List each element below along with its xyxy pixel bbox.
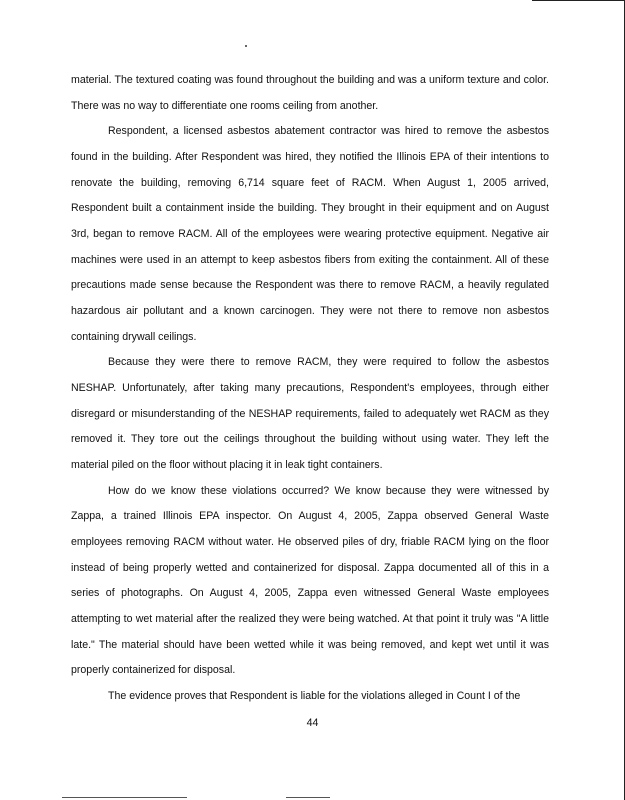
paragraph: material. The textured coating was found throughout the building and was a uniform texture and color. There was no way to differentiate one rooms ceiling from another.	[71, 74, 549, 112]
paragraph: The evidence proves that Respondent is liable for the violations alleged in Count I of the	[108, 690, 521, 703]
paragraph: Because they were there to remove RACM, they were required to follow the asbestos NESHAP. Unfortunately, after taking many precautions, Respondent's employees, through either disregard or misunderstanding of the NESHAP requirements, failed to adequately wet RACM as they removed it. They tore out the ceilings throughout the building without using water. They left the material piled on the floor without placing it in leak tight containers.	[71, 356, 549, 472]
scan-edge-bottom	[286, 797, 330, 798]
page-number: 44	[306, 717, 319, 729]
paragraph: Respondent, a licensed asbestos abatement contractor was hired to remove the asbestos found in the building. After Respondent was hired, they notified the Illinois EPA of their intentions to renovate the building, removing 6,714 square feet of RACM. When August 1, 2005 arrived, Respondent built a containment inside the building. They brought in their equipment and on August 3rd, began to remove RACM. All of the employees were wearing protective equipment. Negative air machines were used in an attempt to keep asbestos fibers from exiting the containment. All of these precautions made sense because the Respondent was there to remove RACM, a heavily regulated hazardous air pollutant and a known carcinogen. They were not there to remove non asbestos containing drywall ceilings.	[71, 125, 549, 343]
paragraph: How do we know these violations occurred? We know because they were witnessed by Zappa, a trained Illinois EPA inspector. On August 4, 2005, Zappa observed General Waste employees removing RACM without water. He observed piles of dry, friable RACM lying on the floor instead of being properly wetted and containerized for disposal. Zappa documented all of this in a series of photographs. On August 4, 2005, Zappa even witnessed General Waste employees attempting to wet material after the realized they were being watched. At that point it truly was "A little late." The material should have been wetted while it was being removed, and kept wet until it was properly containerized for disposal.	[71, 484, 549, 677]
scan-edge-bottom	[62, 797, 187, 798]
scan-speck	[245, 45, 247, 47]
scan-edge-top	[532, 0, 625, 1]
body-text	[71, 68, 549, 710]
